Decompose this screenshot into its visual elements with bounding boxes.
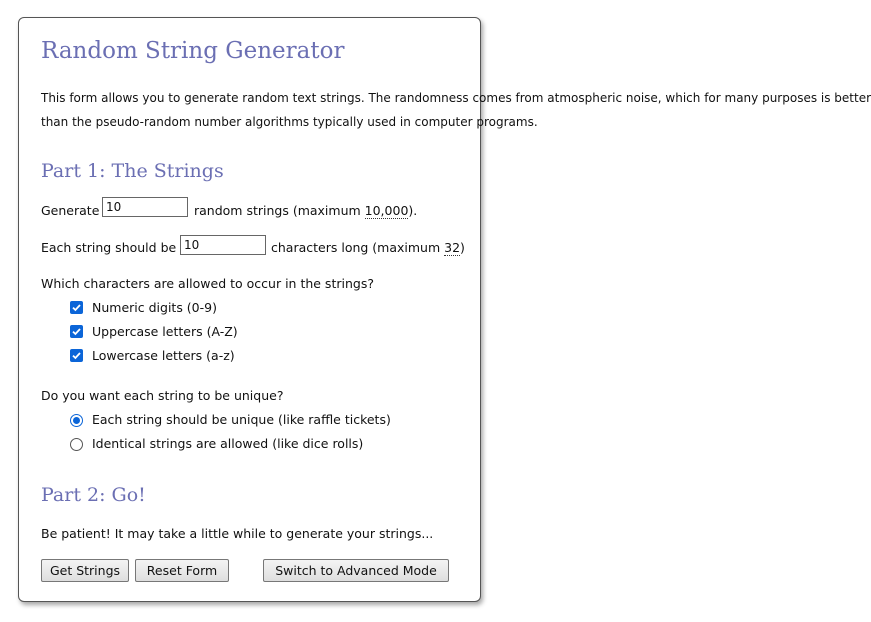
string-length-input[interactable] xyxy=(180,235,266,255)
length-suffix-end: ) xyxy=(460,240,465,255)
generator-panel xyxy=(18,17,871,602)
numeric-digits-label[interactable]: Numeric digits (0-9) xyxy=(92,300,217,315)
numeric-digits-checkbox[interactable] xyxy=(70,301,83,314)
length-suffix xyxy=(271,240,465,256)
generate-suffix-end: ). xyxy=(408,203,418,218)
advanced-mode-button[interactable]: Switch to Advanced Mode xyxy=(263,559,449,582)
part1-heading: Part 1: The Strings xyxy=(41,160,224,182)
intro-line-2: than the pseudo-random number algorithms typically used in computer programs. xyxy=(41,115,538,129)
lowercase-letters-checkbox[interactable] xyxy=(70,349,83,362)
uppercase-letters-label[interactable]: Uppercase letters (A-Z) xyxy=(92,324,238,339)
generate-suffix xyxy=(194,203,417,219)
identical-strings-radio[interactable] xyxy=(70,438,83,451)
checkmark-icon xyxy=(71,350,82,361)
identical-strings-label[interactable]: Identical strings are allowed (like dice rolls) xyxy=(92,436,364,451)
generate-max-value: 10,000 xyxy=(364,203,409,218)
generate-prefix: Generate xyxy=(41,203,100,218)
generate-suffix-text: random strings (maximum xyxy=(194,203,365,218)
uppercase-letters-checkbox[interactable] xyxy=(70,325,83,338)
checkmark-icon xyxy=(71,302,82,313)
number-of-strings-input[interactable] xyxy=(102,197,188,217)
length-prefix: Each string should be xyxy=(41,240,177,255)
get-strings-button[interactable]: Get Strings xyxy=(41,559,129,582)
unique-strings-radio[interactable] xyxy=(70,414,83,427)
characters-question: Which characters are allowed to occur in the strings? xyxy=(41,276,374,291)
unique-strings-label[interactable]: Each string should be unique (like raffle tickets) xyxy=(92,412,391,427)
reset-form-button[interactable]: Reset Form xyxy=(135,559,229,582)
lowercase-letters-label[interactable]: Lowercase letters (a-z) xyxy=(92,348,235,363)
length-max-value: 32 xyxy=(444,240,461,255)
unique-question: Do you want each string to be unique? xyxy=(41,388,284,403)
part2-heading: Part 2: Go! xyxy=(41,484,146,506)
intro-line-1: This form allows you to generate random text strings. The randomness comes from atmospheric noise, which for many purposes is better xyxy=(41,91,871,105)
checkmark-icon xyxy=(71,326,82,337)
patience-note: Be patient! It may take a little while to generate your strings... xyxy=(41,526,434,541)
length-suffix-text: characters long (maximum xyxy=(271,240,445,255)
page-title: Random String Generator xyxy=(41,38,345,64)
